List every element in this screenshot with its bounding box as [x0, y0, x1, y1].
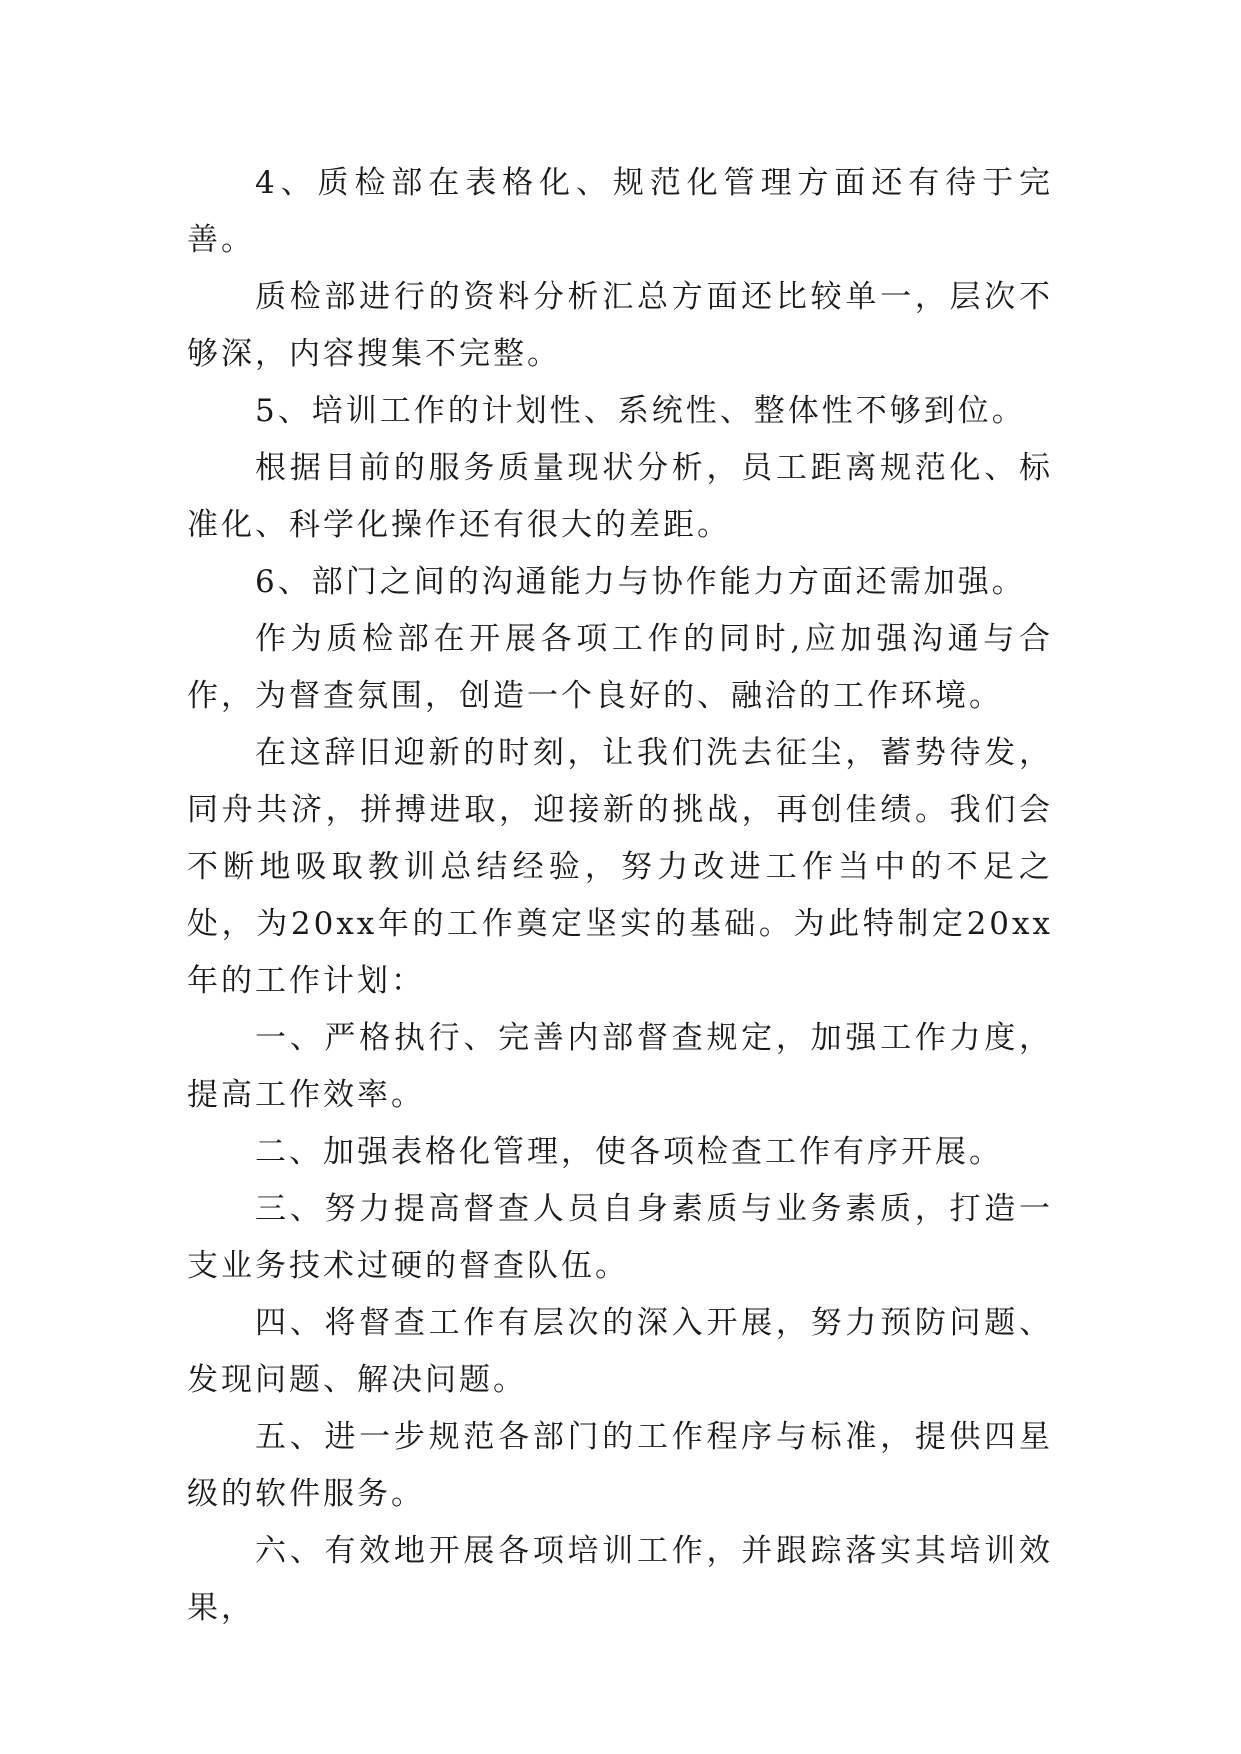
paragraph-communication: 作为质检部在开展各项工作的同时,应加强沟通与合作，为督查氛围，创造一个良好的、融洽的工作环境。 — [187, 621, 1053, 714]
paragraph-item-4: 4、质检部在表格化、规范化管理方面还有待于完善。 — [187, 165, 1053, 258]
plan-item-3: 三、努力提高督查人员自身素质与业务素质，打造一支业务技术过硬的督查队伍。 — [187, 1191, 1053, 1284]
plan-item-4: 四、将督查工作有层次的深入开展，努力预防问题、发现问题、解决问题。 — [187, 1305, 1053, 1398]
plan-item-2: 二、加强表格化管理，使各项检查工作有序开展。 — [255, 1134, 1003, 1170]
paragraph-service-quality: 根据目前的服务质量现状分析，员工距离规范化、标准化、科学化操作还有很大的差距。 — [187, 450, 1053, 543]
document-body — [187, 155, 1053, 1637]
plan-item-5: 五、进一步规范各部门的工作程序与标准，提供四星级的软件服务。 — [187, 1419, 1053, 1512]
plan-item-6: 六、有效地开展各项培训工作，并跟踪落实其培训效果， — [187, 1533, 1053, 1626]
paragraph-new-year: 在这辞旧迎新的时刻，让我们洗去征尘，蓄势待发，同舟共济，拼搏进取，迎接新的挑战，再创佳绩。我们会不断地吸取教训总结经验，努力改进工作当中的不足之处，为20xx年的工作奠定坚实的基础。为此特制定20xx年的工作计划： — [187, 735, 1053, 999]
paragraph-item-5: 5、培训工作的计划性、系统性、整体性不够到位。 — [255, 393, 1026, 429]
paragraph-item-6: 6、部门之间的沟通能力与协作能力方面还需加强。 — [255, 564, 1026, 600]
paragraph-qc-analysis: 质检部进行的资料分析汇总方面还比较单一，层次不够深，内容搜集不完整。 — [187, 279, 1053, 372]
plan-item-1: 一、严格执行、完善内部督查规定，加强工作力度，提高工作效率。 — [187, 1020, 1053, 1113]
